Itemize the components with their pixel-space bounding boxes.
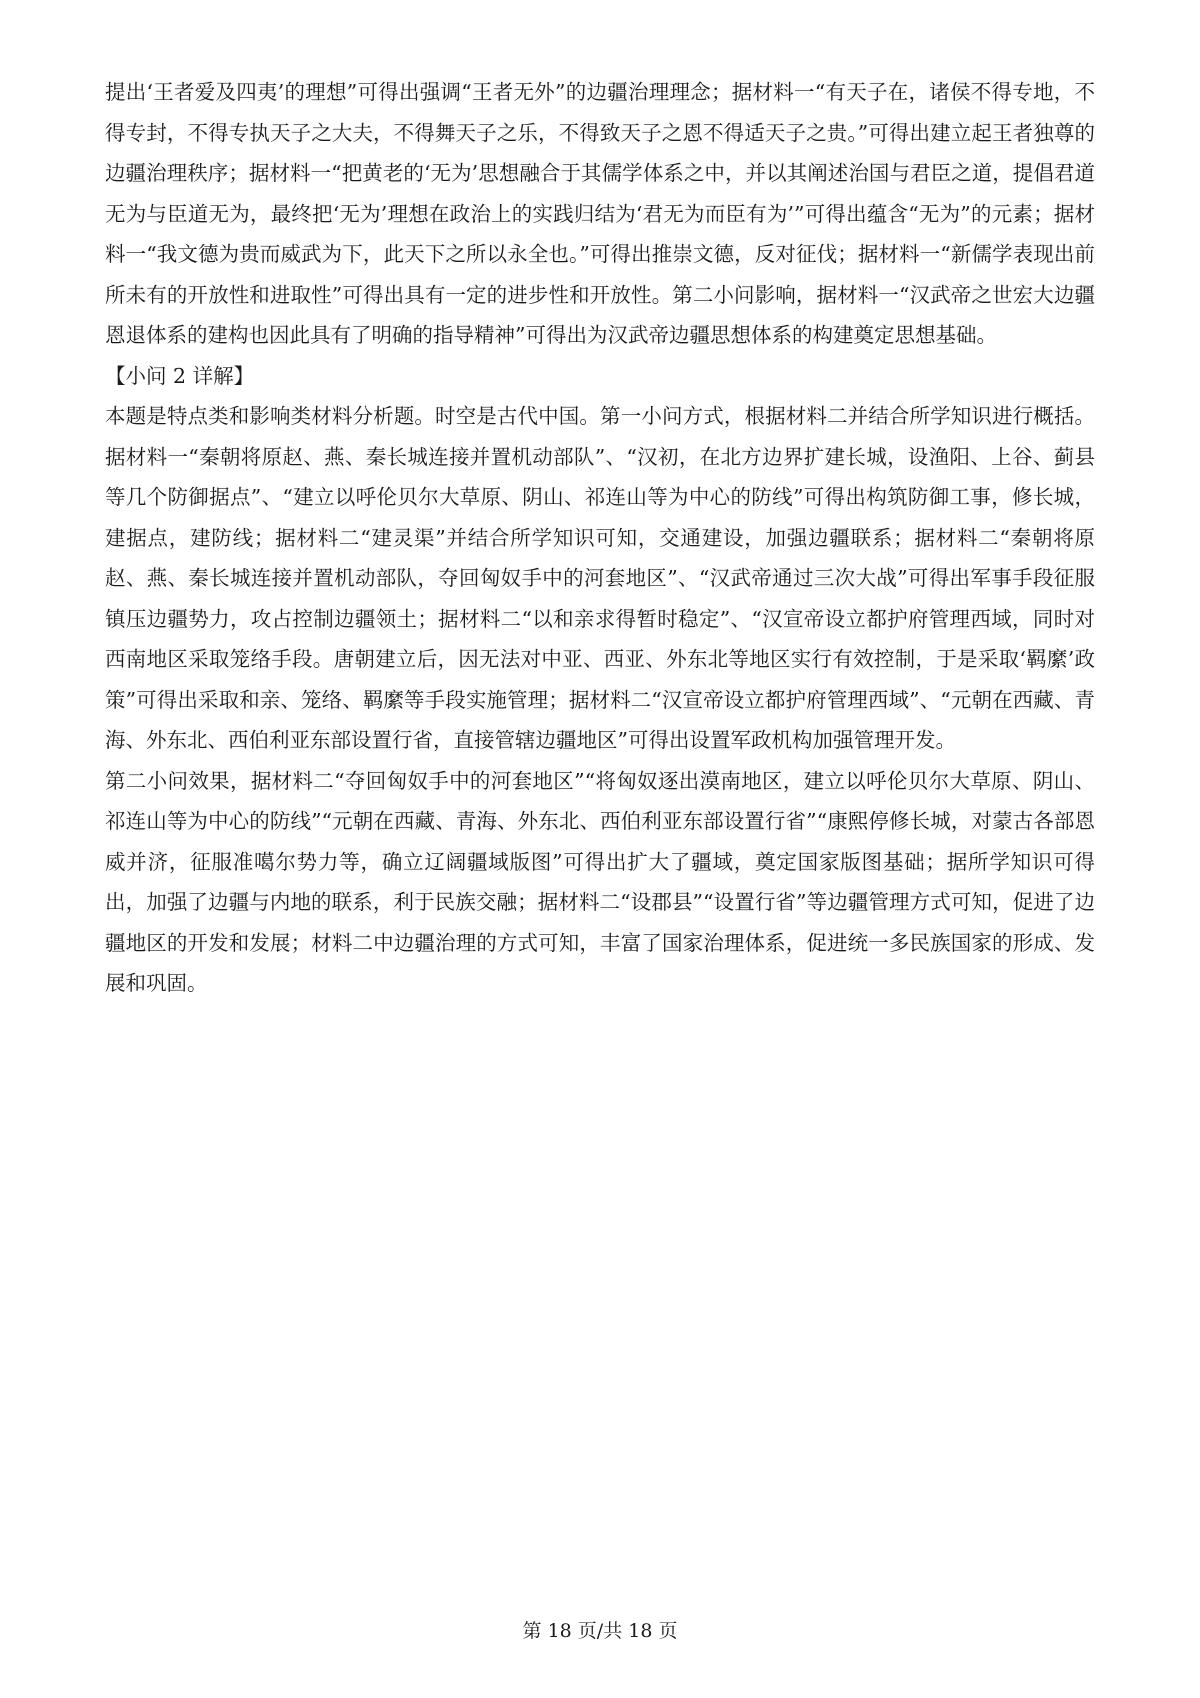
answer-paragraph-2: 本题是特点类和影响类材料分析题。时空是古代中国。第一小问方式，根据材料二并结合所学知识进行概括。据材料一“秦朝将原赵、燕、秦长城连接并置机动部队”、“汉初，在北方边界扩建长城，设渔阳、上谷、蓟县等几个防御据点”、“建立以呼伦贝尔大草原、阴山、祁连山等为中心的防线”可得出构筑防御工事，修长城，建据点，建防线；据材料二“建灵渠”并结合所学知识可知，交通建设，加强边疆联系；据材料二“秦朝将原赵、燕、秦长城连接并置机动部队，夺回匈奴手中的河套地区”、“汉武帝通过三次大战”可得出军事手段征服镇压边疆势力，攻占控制边疆领土；据材料二“以和亲求得暂时稳定”、“汉宣帝设立都护府管理西域，同时对西南地区采取笼络手段。唐朝建立后，因无法对中亚、西亚、外东北等地区实行有效控制，于是采取‘羁縻’政策”可得出采取和亲、笼络、羁縻等手段实施管理；据材料二“汉宣帝设立都护府管理西域”、“元朝在西藏、青海、外东北、西伯利亚东部设置行省，直接管辖边疆地区”可得出设置军政机构加强管理开发。 [105, 404, 1095, 752]
page-number-footer: 第 18 页/共 18 页 [522, 1620, 678, 1642]
answer-paragraph-3: 第二小问效果，据材料二“夺回匈奴手中的河套地区”“将匈奴逐出漠南地区，建立以呼伦贝尔大草原、阴山、祁连山等为中心的防线”“元朝在西藏、青海、外东北、西伯利亚东部设置行省”“康熙停修长城，对蒙古各部恩威并济，征服准噶尔势力等，确立辽阔疆域版图”可得出扩大了疆域，奠定国家版图基础；据所学知识可得出，加强了边疆与内地的联系，利于民族交融；据材料二“设郡县”“设置行省”等边疆管理方式可知，促进了边疆地区的开发和发展；材料二中边疆治理的方式可知，丰富了国家治理体系，促进统一多民族国家的形成、发展和巩固。 [105, 768, 1095, 995]
answer-paragraph-1: 提出‘王者爱及四夷’的理想”可得出强调“王者无外”的边疆治理理念；据材料一“有天子在，诸侯不得专地，不得专封，不得专执天子之大夫，不得舞天子之乐，不得致天子之恩不得适天子之贵。”可得出建立起王者独尊的边疆治理秩序；据材料一“把黄老的‘无为’思想融合于其儒学体系之中，并以其阐述治国与君臣之道，提倡君道无为与臣道无为，最终把‘无为’理想在政治上的实践归结为‘君无为而臣有为’”可得出蕴含“无为”的元素；据材料一“我文德为贵而威武为下，此天下之所以永全也。”可得出推崇文德，反对征伐；据材料一“新儒学表现出前所未有的开放性和进取性”可得出具有一定的进步性和开放性。第二小问影响，据材料一“汉武帝之世宏大边疆恩退体系的建构也因此具有了明确的指导精神”可得出为汉武帝边疆思想体系的构建奠定思想基础。 [105, 80, 1095, 347]
document-body [105, 72, 1095, 1004]
section-heading-question-2: 【小问 2 详解】 [105, 363, 255, 388]
